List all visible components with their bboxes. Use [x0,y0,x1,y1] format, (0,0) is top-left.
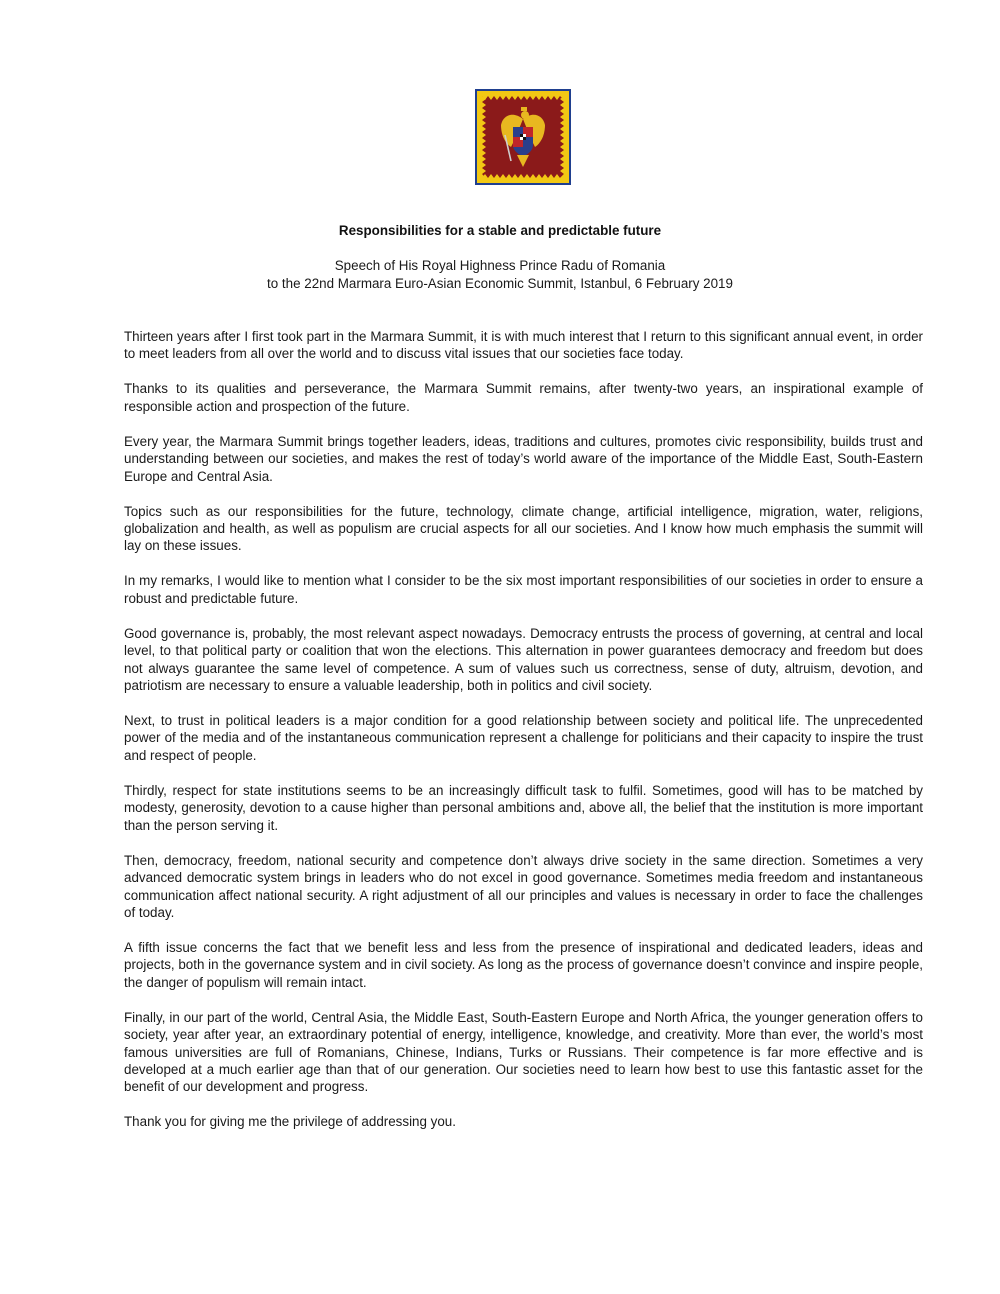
paragraph: Thanks to its qualities and perseverance, the Marmara Summit remains, after twenty-two years, an inspirational example of responsible action and prospection of the future. [124,381,923,414]
royal-coat-of-arms-icon [475,89,571,185]
document-title: Responsibilities for a stable and predictable future [338,223,662,238]
paragraph: Next, to trust in political leaders is a major condition for a good relationship between society and political life. The unprecedented power of the media and of the instantaneous communication represent a challenge for politicians and their capacity to inspire the trust and respect of people. [124,713,923,763]
speech-body [124,328,923,1148]
paragraph: Good governance is, probably, the most relevant aspect nowadays. Democracy entrusts the process of governing, at central and local level, to that political party or coalition that won the elections. This alternation in power guarantees democracy and freedom but does not always guarantee the same level of competence. A sum of values such us correctness, sense of duty, altruism, devotion, and patriotism are necessary to ensure a valuable leadership, both in politics and civil society. [124,625,923,694]
paragraph: Topics such as our responsibilities for the future, technology, climate change, artificial intelligence, migration, water, religions, globalization and health, as well as populism are crucial aspects for all our societies. And I know how much emphasis the summit will lay on these issues. [124,503,923,554]
subtitle-line-event: to the 22nd Marmara Euro-Asian Economic Summit, Istanbul, 6 February 2019 [267,275,733,291]
document-subtitle [0,257,1000,292]
paragraph: Thirteen years after I first took part in the Marmara Summit, it is with much interest that I return to this significant annual event, in order to meet leaders from all over the world and to discuss vital issues that our societies face today. [124,329,923,362]
paragraph: A fifth issue concerns the fact that we benefit less and less from the presence of inspirational and dedicated leaders, ideas and projects, both in the governance system and in civil society. As long as the process of governance doesn’t convince and inspire people, the danger of populism will remain intact. [124,939,923,990]
paragraph: Thirdly, respect for state institutions seems to be an increasingly difficult task to fulfil. Sometimes, good will has to be matched by modesty, generosity, devotion to a cause higher than personal ambitions and, above all, the belief that the institution is more important than the person serving it. [124,782,923,833]
paragraph: Finally, in our part of the world, Central Asia, the Middle East, South-Eastern Europe and North Africa, the younger generation offers to society, year after year, an extraordinary potential of energy, intelligence, knowledge, and creativity. More than ever, the world’s most famous universities are full of Romanians, Chinese, Indians, Turks or Russians. Their competence is far more effective and is developed at a much earlier age than that of our generation. Our societies need to learn how best to use this fantastic asset for the benefit of our development and progress. [124,1009,923,1095]
paragraph: Then, democracy, freedom, national security and competence don’t always drive society in the same direction. Sometimes a very advanced democratic system brings in leaders who do not excel in good governance. Sometimes media freedom and instantaneous communication affect national security. A right adjustment of all our principles and values is necessary in order to face the challenges of today. [124,852,923,920]
paragraph: Every year, the Marmara Summit brings together leaders, ideas, traditions and cultures, promotes civic responsibility, builds trust and understanding between our societies, and makes the rest of today’s world aware of the importance of the Middle East, South-Eastern Europe and Central Asia. [124,433,923,484]
paragraph: In my remarks, I would like to mention what I consider to be the six most important responsibilities of our societies in order to ensure a robust and predictable future. [124,573,923,606]
closing-paragraph: Thank you for giving me the privilege of addressing you. [124,1114,456,1130]
subtitle-line-speaker: Speech of His Royal Highness Prince Radu of Romania [334,258,666,273]
